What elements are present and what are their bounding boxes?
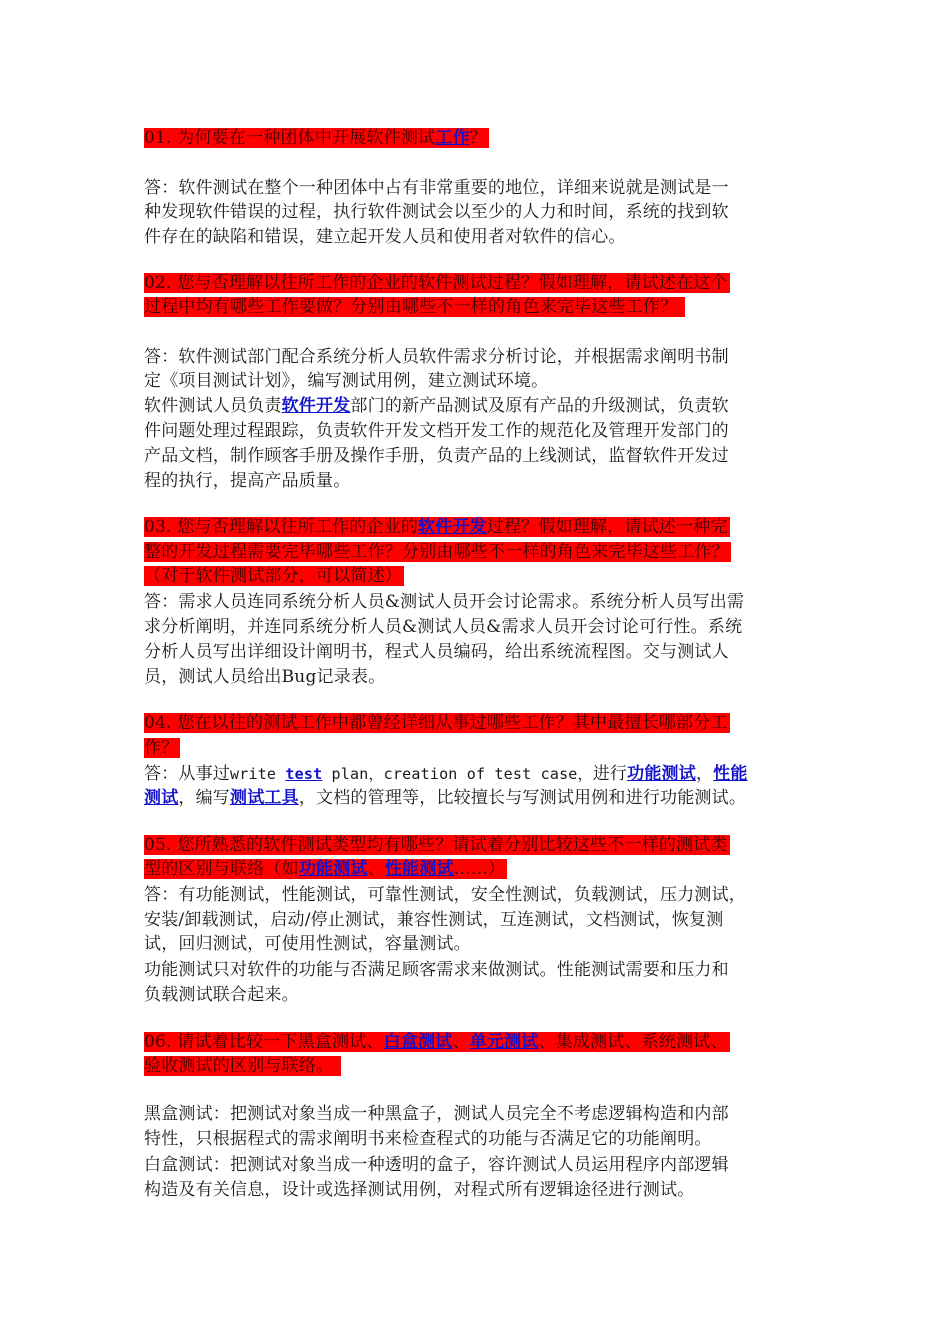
answer-4-line-2 [144,786,746,810]
answer-3-line-2: 求分析阐明，并连同系统分析人员&测试人员&需求人员开会讨论可行性。系统 [144,617,743,637]
answer-2-line-3 [144,394,729,418]
question-5-text-2: 型的区别与联络（如 [144,859,299,879]
question-6-text-end: 、集成测试、系统测试、 [538,1032,728,1052]
answer-2-line-6: 程的执行，提高产品质量。 [144,471,351,491]
question-2-text-2: 过程中均有哪些工作要做？分别由哪些不一样的角色来完毕这些工作？ [144,297,685,317]
answer-4-text-end: ，文档的管理等，比较擅长与写测试用例和进行功能测试。 [298,788,747,808]
question-3-line-2 [144,540,731,564]
answer-5-line-3: 试，回归测试，可使用性测试，容量测试。 [144,934,471,954]
answer-4-sep: ， [695,764,714,784]
link-work[interactable]: 工作 [435,128,470,148]
question-5-line-2 [144,857,507,881]
link-software-dev[interactable]: 软件开发 [281,396,351,416]
question-2-line-1 [144,271,730,295]
answer-5-line-2: 安装/卸载测试，启动/停止测试，兼容性测试，互连测试，文档测试，恢复测 [144,910,724,930]
answer-5-line-4: 功能测试只对软件的功能与否满足顾客需求来做测试。性能测试需要和压力和 [144,960,729,980]
answer-4-text: 答：从事过 [144,764,230,784]
question-3-line-1 [144,515,730,539]
question-3-text-3: （对于软件测试部分，可以简述） [144,566,402,586]
answer-2-text: 软件测试人员负责 [144,396,282,416]
question-4-text-1: 04. 您在以往的测试工作中都曾经详细从事过哪些工作？其中最擅长哪部分工 [144,713,728,733]
answer-5-line-5: 负载测试联合起来。 [144,985,299,1005]
question-1 [144,126,489,150]
answer-2-text-end: 部门的新产品测试及原有产品的升级测试，负责软 [350,396,729,416]
question-3-text: 03. 您与否理解以往所工作的企业的 [144,517,419,537]
link-test-tools[interactable]: 测试工具 [230,788,299,808]
link-test-2[interactable]: 测试 [144,788,179,808]
link-performance[interactable]: 性能 [713,764,748,784]
answer-4-mono-2: plan，creation of test case， [322,765,593,783]
answer-6-line-1: 黑盒测试：把测试对象当成一种黑盒子，测试人员完全不考虑逻辑构造和内部 [144,1104,729,1124]
question-6-text-2: 验收测试的区别与联络。 [144,1056,341,1076]
answer-4-mid-2: ，编写 [178,788,231,808]
question-6-sep: 、 [452,1032,470,1052]
link-performance-test[interactable]: 性能测试 [384,859,454,879]
question-3-text-2: 整的开发过程需要完毕哪些工作？分别由哪些不一样的角色来完毕这些工作？ [144,542,729,562]
question-6-line-2 [144,1054,341,1078]
answer-4-mid: 进行 [592,764,628,784]
answer-1-line-3: 件存在的缺陷和错误，建立起开发人员和使用者对软件的信心。 [144,227,626,247]
question-6-line-1 [144,1030,730,1054]
question-4-line-1 [144,711,730,735]
answer-6-line-2: 特性，只根据程式的需求阐明书来检查程式的功能与否满足它的功能阐明。 [144,1129,712,1149]
link-test[interactable]: test [285,765,323,783]
question-6-text: 06. 请试着比较一下黑盒测试、 [144,1032,384,1052]
question-4-line-2 [144,736,180,760]
question-5-sep: 、 [367,859,385,879]
question-1-text: 01. 为何要在一种团体中开展软件测试 [144,128,436,148]
answer-3-line-1: 答：需求人员连同系统分析人员&测试人员开会讨论需求。系统分析人员写出需 [144,592,745,612]
link-unit-test[interactable]: 单元测试 [469,1032,539,1052]
link-software-dev-2[interactable]: 软件开发 [418,517,487,537]
link-functional-test-2[interactable]: 功能测试 [298,859,368,879]
question-1-end: ？ [469,128,487,148]
question-5-line-1 [144,833,730,857]
answer-1-line-2: 种发现软件错误的过程，执行软件测试会以至少的人力和时间，系统的找到软 [144,202,729,222]
answer-2-line-1: 答：软件测试部门配合系统分析人员软件需求分析讨论，并根据需求阐明书制 [144,347,729,367]
answer-1-line-1: 答：软件测试在整个一种团体中占有非常重要的地位，详细来说就是测试是一 [144,178,729,198]
answer-2-line-5: 产品文档，制作顾客手册及操作手册，负责产品的上线测试，监督软件开发过 [144,446,729,466]
answer-3-line-3: 分析人员写出详细设计阐明书，程式人员编码，给出系统流程图。交与测试人 [144,642,729,662]
link-white-box[interactable]: 白盒测试 [383,1032,453,1052]
question-5-text-1: 05. 您所熟悉的软件测试类型均有哪些？请试着分别比较这些不一样的测试类 [144,835,728,855]
answer-6-line-3: 白盒测试：把测试对象当成一种透明的盒子，容许测试人员运用程序内部逻辑 [144,1155,729,1175]
question-3-text-end: 过程？假如理解，请试述一种完 [486,517,728,537]
answer-2-line-4: 件问题处理过程跟踪，负责软件开发文档开发工作的规范化及管理开发部门的 [144,421,729,441]
answer-4-line-1 [144,762,748,786]
answer-3-line-4: 员，测试人员给出Bug记录表。 [144,667,386,687]
question-2-line-2 [144,295,685,319]
question-3-line-3 [144,564,404,588]
question-2-text-1: 02. 您与否理解以往所工作的企业的软件测试过程？假如理解，请试述在这个 [144,273,728,293]
answer-6-line-4: 构造及有关信息，设计或选择测试用例，对程式所有逻辑途径进行测试。 [144,1180,695,1200]
link-functional-test[interactable]: 功能测试 [627,764,696,784]
answer-4-mono-1: write [230,765,286,783]
question-4-text-2: 作？ [144,738,179,758]
answer-2-line-2: 定《项目测试计划》，编写测试用例，建立测试环境。 [144,371,549,391]
answer-5-line-1: 答：有功能测试，性能测试，可靠性测试，安全性测试，负载测试，压力测试， [144,885,746,905]
question-5-text-end: ……） [453,859,506,879]
